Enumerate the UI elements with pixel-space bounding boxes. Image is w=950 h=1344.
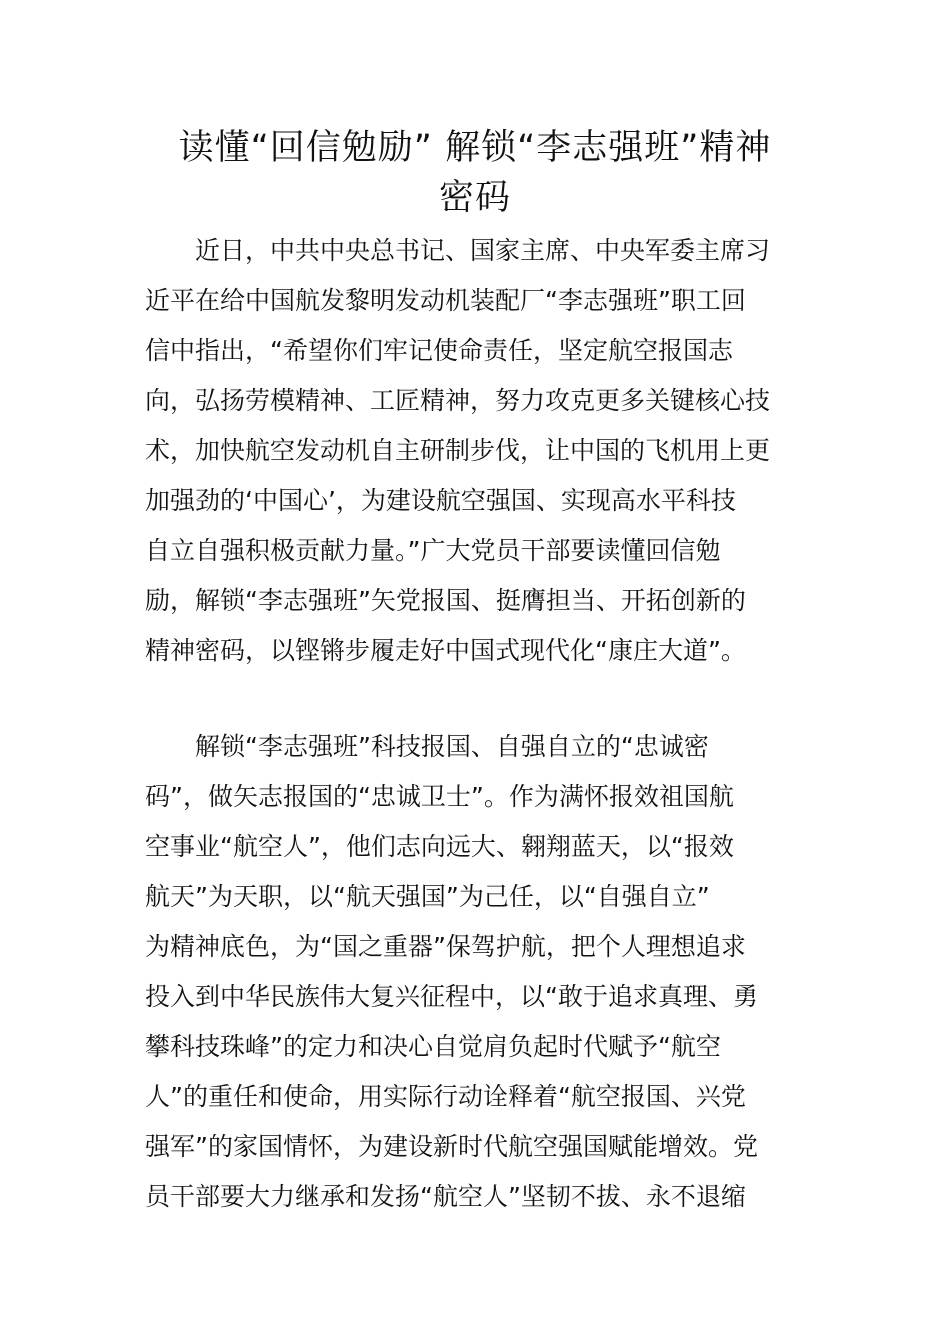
paragraph-line: 近日，中共中央总书记、国家主席、中央军委主席习 — [195, 236, 771, 265]
paragraph-line: 投入到中华民族伟大复兴征程中，以“敢于追求真理、勇 — [145, 982, 758, 1011]
paragraph-line: 员干部要大力继承和发扬“航空人”坚韧不拔、永不退缩 — [145, 1182, 746, 1211]
paragraph-line: 精神密码，以铿锵步履走好中国式现代化“康庄大道”。 — [145, 636, 746, 665]
paragraph-line: 攀科技珠峰”的定力和决心自觉肩负起时代赋予“航空 — [145, 1032, 721, 1061]
paragraph-section-one — [145, 722, 809, 1222]
paragraph-line: 近平在给中国航发黎明发动机装配厂“李志强班”职工回 — [145, 286, 746, 315]
paragraph-line: 为精神底色，为“国之重器”保驾护航，把个人理想追求 — [145, 932, 746, 961]
title-line: 读懂“回信勉励” 解锁“李志强班”精神 — [178, 128, 772, 168]
paragraph-line: 解锁“李志强班”科技报国、自强自立的“忠诚密 — [195, 732, 709, 761]
paragraph-line: 人”的重任和使命，用实际行动诠释着“航空报国、兴党 — [145, 1082, 746, 1111]
paragraph-intro — [145, 226, 809, 676]
paragraph-line: 术，加快航空发动机自主研制步伐，让中国的飞机用上更 — [145, 436, 771, 465]
paragraph-line: 励，解锁“李志强班”矢党报国、挺膺担当、开拓创新的 — [145, 586, 746, 615]
document-title — [140, 123, 810, 223]
paragraph-line: 码”，做矢志报国的“忠诚卫士”。作为满怀报效祖国航 — [145, 782, 734, 811]
paragraph-line: 航天”为天职，以“航天强国”为己任，以“自强自立” — [145, 882, 710, 911]
paragraph-line: 自立自强积极贡献力量。”广大党员干部要读懂回信勉 — [145, 536, 721, 565]
title-line: 密码 — [438, 178, 511, 218]
paragraph-line: 向，弘扬劳模精神、工匠精神，努力攻克更多关键核心技 — [145, 386, 771, 415]
paragraph-line: 空事业“航空人”，他们志向远大、翱翔蓝天，以“报效 — [145, 832, 734, 861]
paragraph-line: 信中指出，“希望你们牢记使命责任，坚定航空报国志 — [145, 336, 733, 365]
paragraph-line: 加强劲的‘中国心’，为建设航空强国、实现高水平科技 — [145, 486, 736, 515]
paragraph-line: 强军”的家国情怀，为建设新时代航空强国赋能增效。党 — [145, 1132, 758, 1161]
